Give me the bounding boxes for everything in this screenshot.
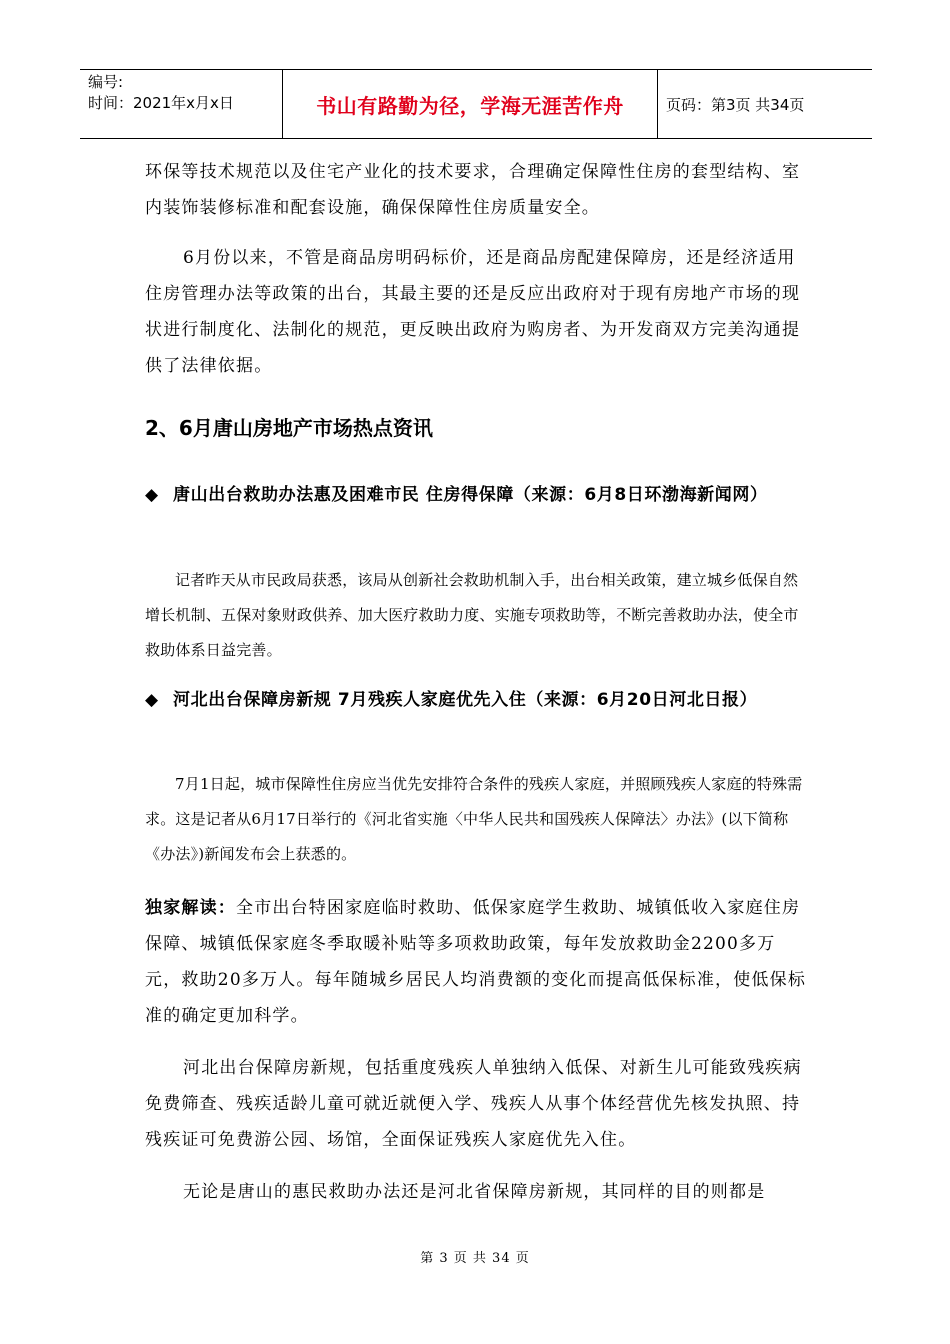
paragraph-1: 环保等技术规范以及住宅产业化的技术要求，合理确定保障性住房的套型结构、室内装饰装修标准和配套设施，确保保障性住房质量安全。 [145, 162, 801, 218]
code-label: 编号: [88, 73, 124, 91]
header-meta [80, 70, 282, 138]
news-1-title: ◆ 唐山出台救助办法惠及困难市民 住房得保障（来源：6月8日环渤海新闻网） [145, 478, 810, 513]
diamond-bullet-icon: ◆ [145, 485, 159, 505]
page-header [80, 69, 872, 139]
analysis-paragraph: 独家解读：全市出台特困家庭临时救助、低保家庭学生救助、城镇低收入家庭住房保障、城镇低保家庭冬季取暖补贴等多项救助政策，每年发放救助金2200多万元，救助20多万人。每年随城乡居民人均消费额的变化而提高低保标准，使低保标准的确定更加科学。 [145, 898, 807, 1026]
paragraph-hebei: 河北出台保障房新规，包括重度残疾人单独纳入低保、对新生儿可能致残疾病免费筛查、残疾适龄儿童可就近就便入学、残疾人从事个体经营优先核发执照、持残疾证可免费游公园、场馆，全面保证残疾人家庭优先入住。 [145, 1058, 802, 1150]
news-2-title: ◆ 河北出台保障房新规 7月残疾人家庭优先入住（来源：6月20日河北日报） [145, 683, 810, 718]
section-title: 2、6月唐山房地产市场热点资讯 [145, 416, 433, 440]
paragraph-2: 6月份以来，不管是商品房明码标价，还是商品房配建保障房，还是经济适用住房管理办法等政策的出台，其最主要的还是反应出政府对于现有房地产市场的现状进行制度化、法制化的规范，更反映出政府为购房者、为开发商双方完美沟通提供了法律依据。 [145, 248, 801, 376]
diamond-bullet-icon: ◆ [145, 690, 159, 710]
time-label: 时间：2021年x月x日 [88, 94, 234, 112]
paragraph-last: 无论是唐山的惠民救助办法还是河北省保障房新规，其同样的目的则都是 [183, 1182, 766, 1202]
news-1-body: 记者昨天从市民政局获悉，该局从创新社会救助机制入手，出台相关政策，建立城乡低保自然增长机制、五保对象财政供养、加大医疗救助力度、实施专项救助等，不断完善救助办法，使全市救助体系日益完善。 [145, 571, 799, 659]
page-footer: 第 3 页 共 34 页 [420, 1251, 530, 1266]
header-page-info: 页码：第3页 共34页 [666, 95, 805, 114]
analysis-label: 独家解读： [145, 898, 236, 918]
header-motto: 书山有路勤为径，学海无涯苦作舟 [282, 70, 658, 138]
news-2-body: 7月1日起，城市保障性住房应当优先安排符合条件的残疾人家庭，并照顾残疾人家庭的特殊需求。这是记者从6月17日举行的《河北省实施〈中华人民共和国残疾人保障法〉办法》(以下简称《办法》)新闻发布会上获悉的。 [145, 775, 803, 863]
